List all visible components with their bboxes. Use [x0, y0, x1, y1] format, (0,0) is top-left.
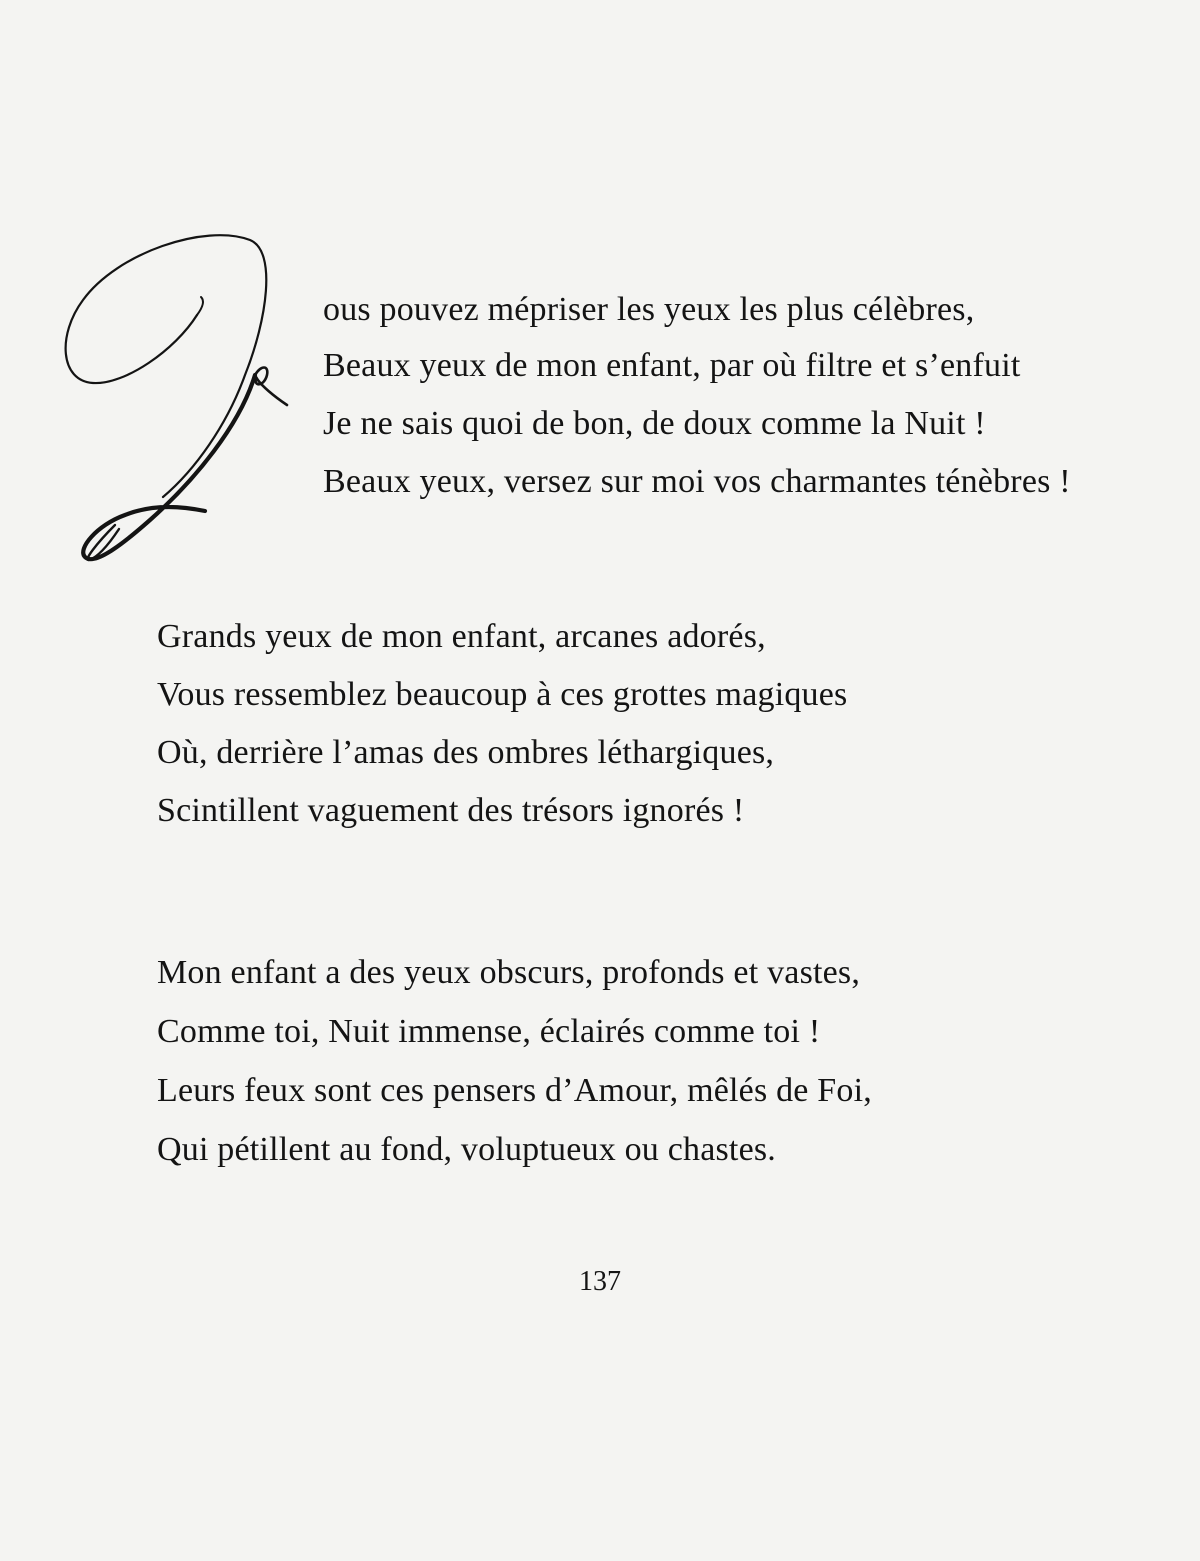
poem-line: Vous ressemblez beaucoup à ces grottes magiques	[157, 676, 848, 713]
poem-line: Scintillent vaguement des trésors ignorés !	[157, 792, 745, 829]
poem-line: Beaux yeux, versez sur moi vos charmantes ténèbres !	[323, 463, 1071, 500]
drop-cap-v	[55, 225, 295, 575]
poem-line: ous pouvez mépriser les yeux les plus célèbres,	[323, 291, 975, 328]
poem-line: Je ne sais quoi de bon, de doux comme la Nuit !	[323, 405, 986, 442]
poem-line: Beaux yeux de mon enfant, par où filtre et s’enfuit	[323, 347, 1021, 384]
poem-line: Grands yeux de mon enfant, arcanes adorés,	[157, 618, 766, 655]
page-number: 137	[579, 1266, 621, 1297]
poem-line: Comme toi, Nuit immense, éclairés comme toi !	[157, 1013, 821, 1050]
poem-line: Où, derrière l’amas des ombres léthargiques,	[157, 734, 775, 771]
poem-line: Qui pétillent au fond, voluptueux ou chastes.	[157, 1131, 776, 1168]
poem-line: Mon enfant a des yeux obscurs, profonds et vastes,	[157, 954, 861, 991]
poem-line: Leurs feux sont ces pensers d’Amour, mêlés de Foi,	[157, 1072, 872, 1109]
